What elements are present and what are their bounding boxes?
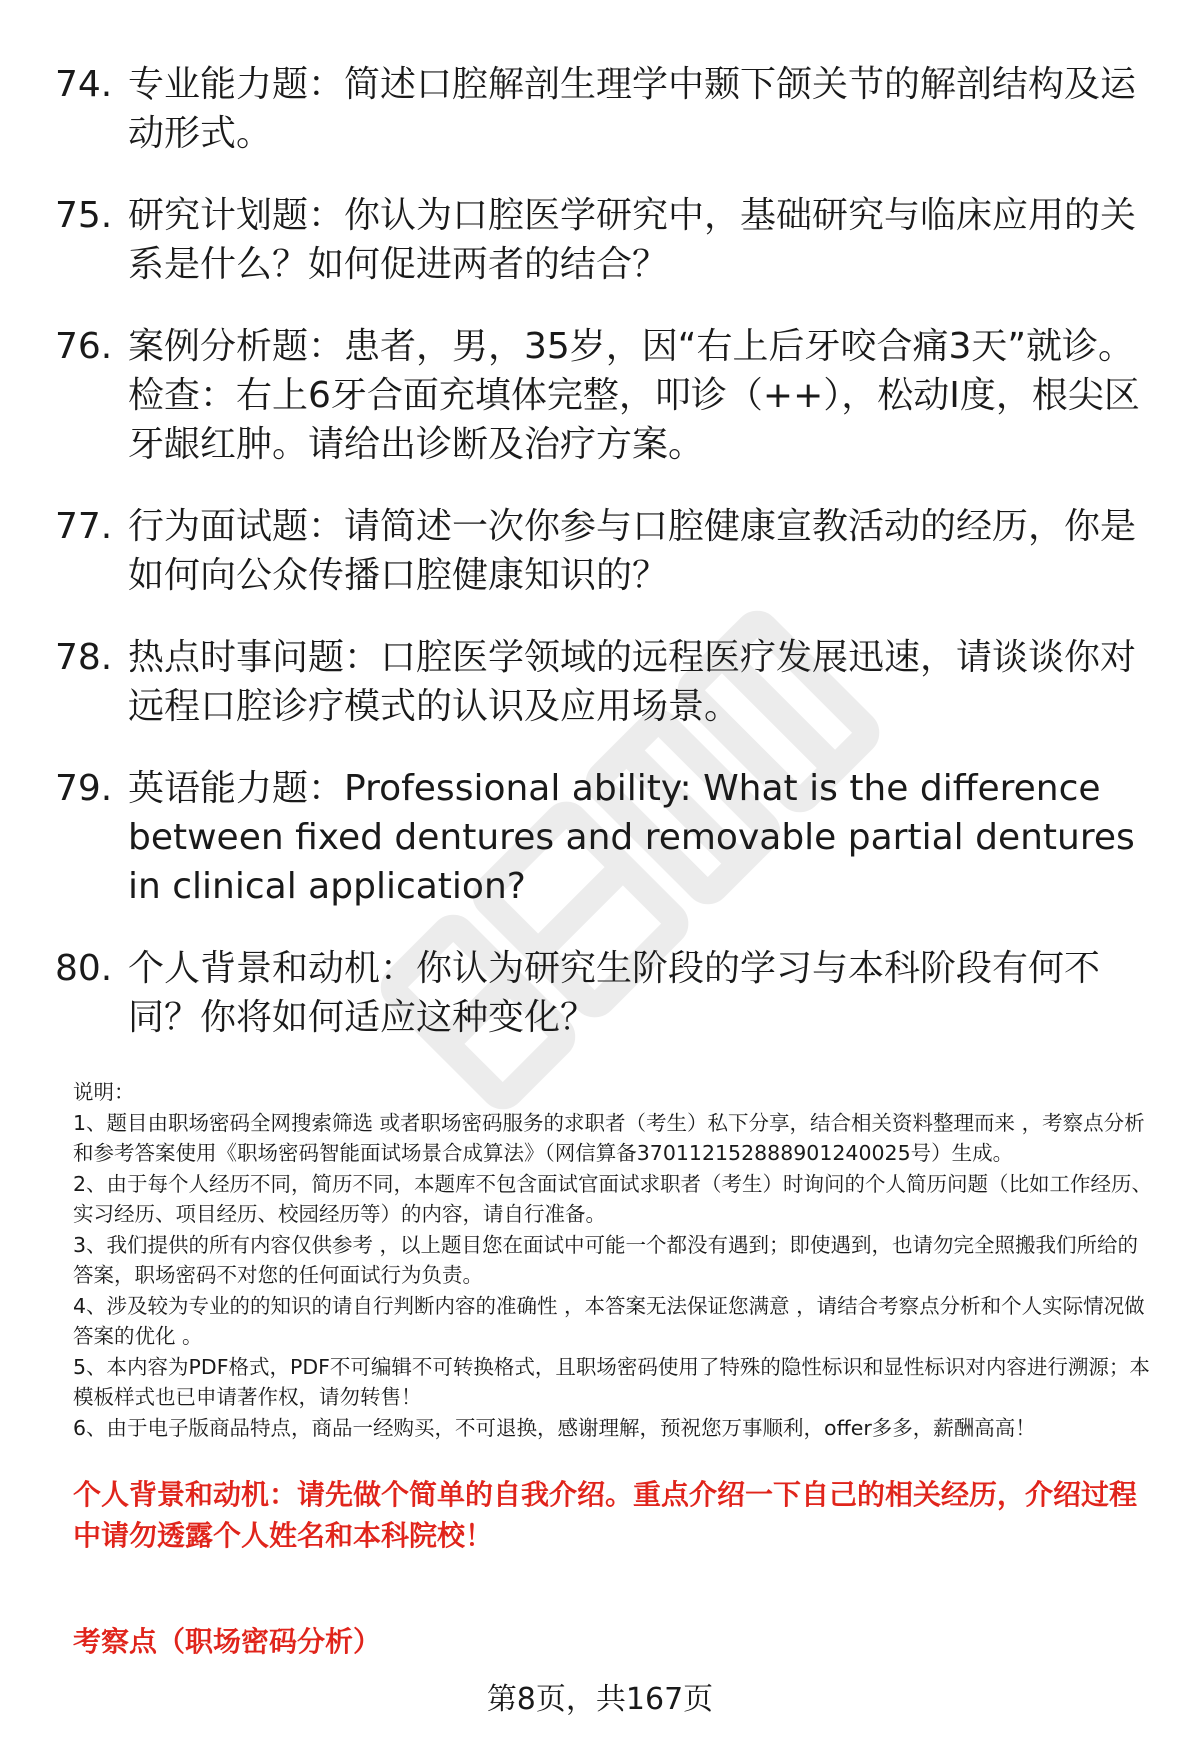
question-item-77 bbox=[55, 502, 1145, 600]
question-item-76 bbox=[55, 322, 1145, 469]
note-item: 1、题目由职场密码全网搜索筛选 或者职场密码服务的求职者（考生）私下分享，结合相关资料整理而来 ，考察点分析和参考答案使用《职场密码智能面试场景合成算法》（网信算备370112152888901240025号）生成。 bbox=[73, 1110, 1145, 1165]
question-number: 74. bbox=[55, 64, 113, 105]
question-number: 77. bbox=[55, 506, 113, 547]
question-text: 个人背景和动机：你认为研究生阶段的学习与本科阶段有何不同？你将如何适应这种变化？ bbox=[128, 948, 1101, 1038]
note-item: 6、由于电子版商品特点，商品一经购买，不可退换，感谢理解，预祝您万事顺利，offer多多，薪酬高高！ bbox=[73, 1415, 1036, 1440]
question-text: 专业能力题：简述口腔解剖生理学中颞下颌关节的解剖结构及运动形式。 bbox=[128, 64, 1137, 154]
question-text: 研究计划题：你认为口腔医学研究中，基础研究与临床应用的关系是什么？如何促进两者的结合？ bbox=[128, 195, 1137, 285]
intro-question: 个人背景和动机：请先做个简单的自我介绍。重点介绍一下自己的相关经历，介绍过程中请勿透露个人姓名和本科院校！ bbox=[73, 1478, 1138, 1552]
question-text: 英语能力题：Professional ability: What is the difference between fixed dentures and removable partial dentures in clinical application? bbox=[128, 768, 1135, 907]
question-item-79 bbox=[55, 764, 1145, 911]
note-item: 2、由于每个人经历不同，简历不同，本题库不包含面试官面试求职者（考生）时询问的个人简历问题（比如工作经历、实习经历、项目经历、校园经历等）的内容，请自行准备。 bbox=[73, 1171, 1153, 1226]
note-item: 4、涉及较为专业的的知识的请自行判断内容的准确性 ，本答案无法保证您满意 ，请结合考察点分析和个人实际情况做答案的优化 。 bbox=[73, 1293, 1145, 1348]
question-text: 行为面试题：请简述一次你参与口腔健康宣教活动的经历，你是如何向公众传播口腔健康知识的？ bbox=[128, 506, 1137, 596]
question-item-75 bbox=[55, 191, 1145, 289]
page-number-footer: 第8页，共167页 bbox=[486, 1682, 714, 1717]
note-item: 5、本内容为PDF格式，PDF不可编辑不可转换格式，且职场密码使用了特殊的隐性标识和显性标识对内容进行溯源；本模板样式也已申请著作权，请勿转售！ bbox=[73, 1354, 1150, 1409]
question-number: 78. bbox=[55, 637, 113, 678]
notes-title: 说明： bbox=[73, 1080, 135, 1104]
question-number: 75. bbox=[55, 195, 113, 236]
analysis-heading: 考察点（职场密码分析） bbox=[73, 1625, 382, 1658]
question-item-80 bbox=[55, 944, 1145, 1042]
note-item: 3、我们提供的所有内容仅供参考 ，以上题目您在面试中可能一个都没有遇到；即使遇到，也请勿完全照搬我们所给的答案，职场密码不对您的任何面试行为负责。 bbox=[73, 1232, 1139, 1287]
question-item-74 bbox=[55, 60, 1145, 158]
question-number: 76. bbox=[55, 326, 113, 367]
notes-section bbox=[73, 1077, 1155, 1443]
question-list bbox=[55, 60, 1145, 1075]
question-number: 79. bbox=[55, 768, 113, 809]
question-item-78 bbox=[55, 633, 1145, 731]
question-number: 80. bbox=[55, 948, 113, 989]
question-text: 热点时事问题：口腔医学领域的远程医疗发展迅速，请谈谈你对远程口腔诊疗模式的认识及应用场景。 bbox=[128, 637, 1137, 727]
question-text: 案例分析题：患者，男，35岁，因“右上后牙咬合痛3天”就诊。检查：右上6牙合面充填体完整，叩诊（++），松动Ⅰ度，根尖区牙龈红肿。请给出诊断及治疗方案。 bbox=[128, 326, 1140, 465]
